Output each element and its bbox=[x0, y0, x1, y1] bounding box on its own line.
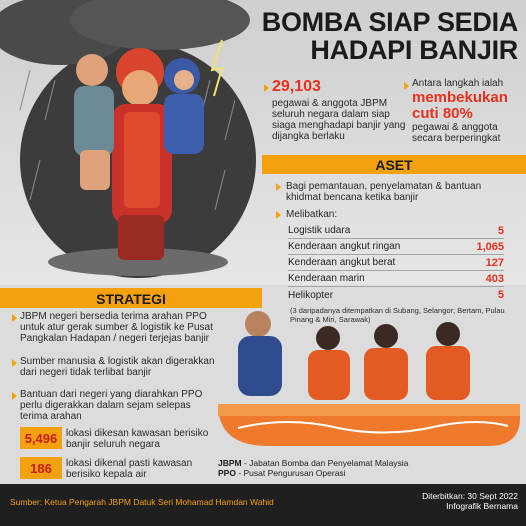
rescuer-legs bbox=[118, 215, 164, 260]
location-count-text: lokasi dikenal pasti kawasan berisiko kepala air bbox=[66, 458, 193, 480]
child-left-legs bbox=[80, 150, 110, 190]
brand-label: Infografik Bernama bbox=[446, 501, 518, 511]
source-text: Sumber: Ketua Pengarah JBPM Datuk Seri Mohamad Hamdan Wahid bbox=[10, 497, 274, 507]
personnel-stat bbox=[272, 78, 412, 142]
legend-ppo-abbr: PPO bbox=[218, 468, 236, 478]
location-count-box: 5,496 bbox=[20, 427, 62, 449]
child-right-body bbox=[164, 94, 204, 154]
bullet-arrow-icon bbox=[12, 314, 17, 322]
personnel-text: pegawai & anggota JBPM seluruh negara dalam siap siaga menghadapi banjir yang dijangka berlaku bbox=[272, 98, 406, 142]
bullet-arrow-icon bbox=[276, 183, 281, 191]
child-left-head bbox=[76, 54, 108, 86]
page-title bbox=[250, 8, 518, 64]
child-right-face bbox=[174, 70, 194, 90]
asset-label: Kenderaan marin bbox=[288, 273, 365, 284]
strategi-heading: STRATEGI bbox=[96, 291, 166, 307]
legend-jbpm bbox=[218, 458, 518, 468]
legend-jbpm-full: - Jabatan Bomba dan Penyelamat Malaysia bbox=[241, 458, 409, 468]
rescuers-in-boat bbox=[238, 311, 470, 400]
bullet-arrow-icon bbox=[12, 392, 17, 400]
asset-label: Helikopter bbox=[288, 289, 334, 301]
bullet-arrow-icon bbox=[12, 359, 17, 367]
aset-list bbox=[288, 223, 504, 303]
leave-stat bbox=[412, 78, 522, 144]
asset-value: 5 bbox=[497, 224, 504, 237]
leave-text: pegawai & anggota secara berperingkat bbox=[412, 122, 501, 144]
list-item bbox=[288, 223, 504, 239]
rescue-boat-illustration bbox=[208, 306, 526, 456]
title-line-2: HADAPI BANJIR bbox=[310, 35, 518, 65]
boat-rim bbox=[218, 404, 520, 416]
leave-highlight-1: membekukan bbox=[412, 89, 508, 106]
child-left-body bbox=[74, 86, 114, 156]
asset-value: 403 bbox=[485, 272, 504, 285]
title-line-1: BOMBA SIAP SEDIA bbox=[261, 7, 518, 37]
leave-pre-text: Antara langkah ialah bbox=[412, 78, 504, 89]
bullet-arrow-icon bbox=[404, 82, 409, 90]
strategi-banner bbox=[0, 288, 262, 308]
asset-label: Logistik udara bbox=[288, 225, 351, 236]
aset-bullet-1: Bagi pemantauan, penyelamatan & bantuan khidmat bencana ketika banjir bbox=[286, 181, 482, 203]
strategi-bullet-2: Sumber manusia & logistik akan digerakkan dari negeri tidak terlibat banjir bbox=[20, 356, 215, 378]
personnel-number: 29,103 bbox=[272, 78, 321, 95]
list-item bbox=[288, 271, 504, 287]
legend-jbpm-abbr: JBPM bbox=[218, 458, 242, 468]
helicopter-note: (3 daripadanya ditempatkan di Subang, Selangor; Bertam, Pulau Pinang & Miri, Sarawak) bbox=[290, 306, 505, 324]
strategi-bullet-3: Bantuan dari negeri yang diarahkan PPO perlu digerakkan dalam sejam selepas terima arahan bbox=[20, 389, 203, 422]
legend-ppo-full: - Pusat Pengurusan Operasi bbox=[235, 468, 346, 478]
location-count-text: lokasi dikesan kawasan berisiko banjir seluruh negara bbox=[66, 428, 209, 450]
abbreviation-legend bbox=[218, 458, 518, 478]
rescuer-head bbox=[122, 70, 158, 106]
rescuer-vest bbox=[124, 112, 160, 208]
strategi-bullet-1: JBPM negeri bersedia terima arahan PPO untuk atur gerak sumber & logistik ke Pusat Pangkalan Hadapan / negeri terjejas banjir bbox=[20, 311, 213, 344]
asset-label: Kenderaan angkut berat bbox=[288, 257, 396, 268]
bullet-arrow-icon bbox=[276, 211, 281, 219]
aset-heading: ASET bbox=[375, 157, 413, 173]
rescue-illustration bbox=[0, 0, 262, 285]
asset-value: 5 bbox=[497, 289, 504, 301]
publish-info bbox=[422, 491, 518, 511]
leave-highlight-2: cuti 80% bbox=[412, 105, 473, 122]
asset-label: Kenderaan angkut ringan bbox=[288, 241, 401, 252]
location-count-box: 186 bbox=[20, 457, 62, 479]
list-item bbox=[288, 255, 504, 271]
publish-date: Diterbitkan: 30 Sept 2022 bbox=[422, 491, 518, 501]
list-item bbox=[288, 239, 504, 255]
bullet-arrow-icon bbox=[264, 84, 269, 92]
asset-value: 1,065 bbox=[476, 240, 504, 253]
legend-ppo bbox=[218, 468, 518, 478]
list-item bbox=[288, 287, 504, 303]
aset-bullet-2: Melibatkan: bbox=[286, 209, 338, 220]
asset-value: 127 bbox=[485, 256, 504, 269]
aset-banner bbox=[262, 155, 526, 174]
